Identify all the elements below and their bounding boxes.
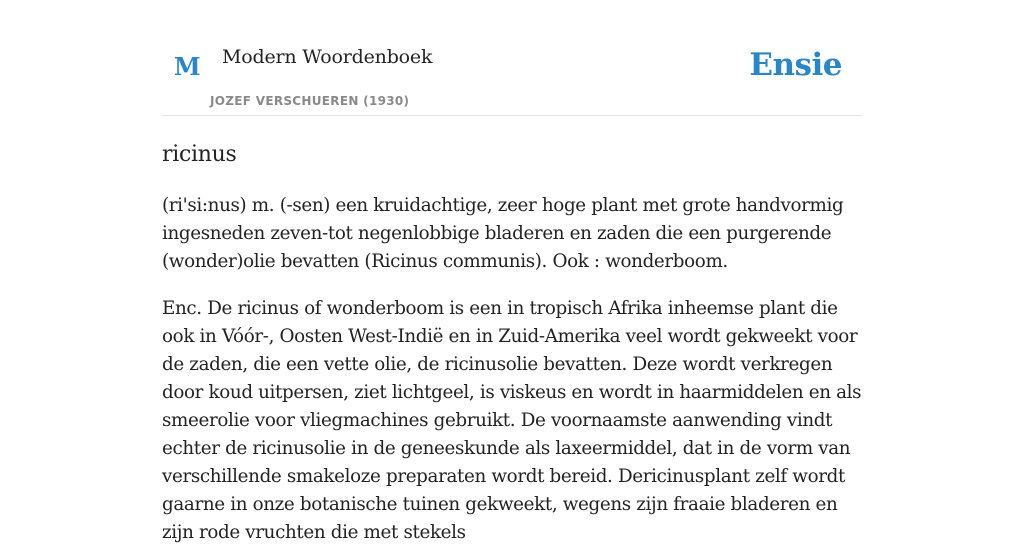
book-author: JOZEF VERSCHUEREN (1930): [210, 94, 410, 108]
page: [162, 0, 862, 547]
header: [162, 0, 862, 116]
entry-definition: (ri'si:nus) m. (-sen) een kruidachtige, zeer hoge plant met grote handvormig ingesneden zeven-tot negenlobbige bladeren en zaden die een purgerende (wonder)olie bevatten (Ricinus communis). Ook : wonderboom.: [162, 195, 844, 273]
ensie-logo-link[interactable]: Ensie: [749, 47, 842, 83]
source-logo-icon[interactable]: M: [174, 52, 201, 81]
entry-encyclopedia-text: Enc. De ricinus of wonderboom is een in tropisch Afrika inheemse plant die ook in Vóór-, Oosten West-Indië en in Zuid-Amerika veel wordt gekweekt voor de zaden, die een vette olie, de ricinusolie bevatten. Deze wordt verkregen door koud uitpersen, ziet lichtgeel, is viskeus en wordt in haarmiddelen en als smeerolie voor vliegmachines gebruikt. De voornaamste aanwending vindt echter de ricinusolie in de geneeskunde als laxeermiddel, dat in de vorm van verschillende smakeloze preparaten wordt bereid. Dericinusplant zelf wordt gaarne in onze botanische tuinen gekweekt, wegens zijn fraaie bladeren en zijn rode vruchten die met stekels: [162, 298, 862, 544]
book-title-link[interactable]: Modern Woordenboek: [222, 46, 433, 68]
entry-term: ricinus: [162, 142, 237, 167]
